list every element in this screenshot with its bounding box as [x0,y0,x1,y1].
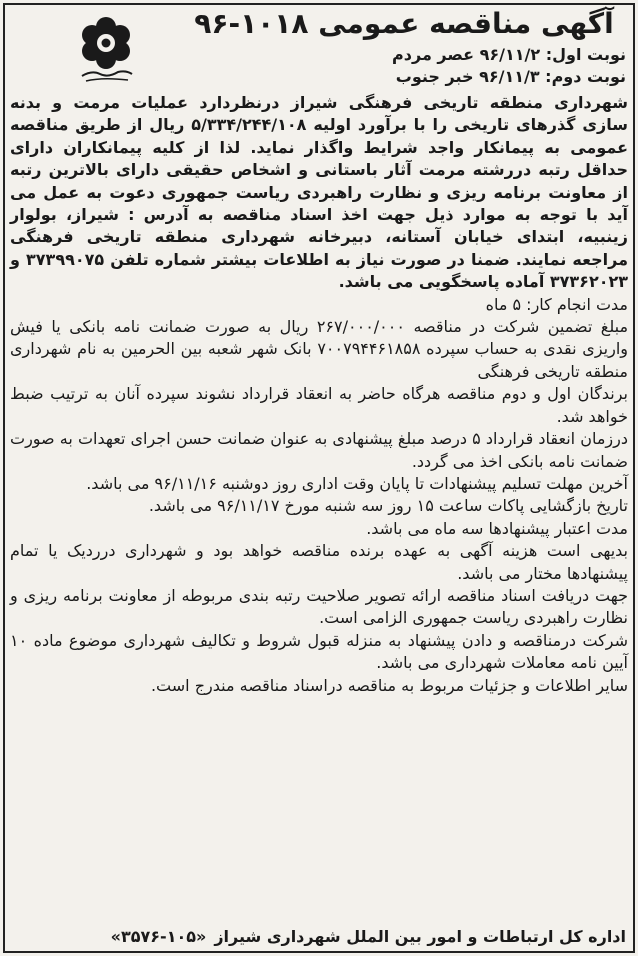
second-publication-line: نوبت دوم: ۹۶/۱۱/۳ خبر جنوب [395,67,626,86]
shiraz-municipality-logo-icon [62,10,150,86]
first-publication-line: نوبت اول: ۹۶/۱۱/۲ عصر مردم [392,45,626,64]
guarantee-paragraph: مبلغ تضمین شرکت در مناقصه ۲۶۷/۰۰۰/۰۰۰ ریال به صورت ضمانت نامه بانکی یا فیش واریزی نقدی به حساب سپرده ۷۰۰۷۹۴۴۶۱۸۵۸ بانک شهر شعبه بین الحرمین به نام شهرداری منطقه تاریخی فرهنگی [10,317,629,381]
performance-guarantee-paragraph: درزمان انعقاد قرارداد ۵ درصد مبلغ پیشنهادی به عنوان ضمانت حسن اجرای تعهدات به صورت ضمانت نامه بانکی اخذ می گردد. [10,429,628,471]
documents-requirement-paragraph: جهت دریافت اسناد مناقصه ارائه تصویر صلاحیت رتبه بندی مربوطه از معاونت برنامه ریزی و نظارت راهبردی ریاست جمهوری الزامی است. [10,585,628,628]
issuer-name: اداره کل ارتباطات و امور بین الملل شهرداری شیراز [214,927,626,946]
notice-body [10,92,628,697]
notice-code: «۱۰۵-۳۵۷۶» [110,927,207,946]
notice-title: آگهی مناقصه عمومی ۱۰۱۸-۹۶ [194,7,614,40]
opening-date-paragraph: تاریخ بازگشایی پاکات ساعت ۱۵ روز سه شنبه مورخ ۹۶/۱۱/۱۷ می باشد. [148,496,628,516]
other-info-paragraph: سایر اطلاعات و جزئیات مربوط به مناقصه دراسناد مناقصه مندرج است. [150,675,628,695]
winners-paragraph: برندگان اول و دوم مناقصه هرگاه حاضر به انعقاد قرارداد نشوند سپرده آنان به ترتیب ضبط خواهد شد. [10,384,628,426]
ad-cost-paragraph: بدیهی است هزینه آگهی به عهده برنده مناقصه خواهد بود و شهرداری درردیک یا تمام پیشنهادها مختار می باشد. [10,541,628,583]
validity-paragraph: مدت اعتبار پیشنهادها سه ماه می باشد. [366,518,628,538]
participation-paragraph: شرکت درمناقصه و دادن پیشنهاد به منزله قبول شروط و تکالیف شهرداری موضوع ماده ۱۰ آیین نامه معاملات شهرداری می باشد. [10,630,628,673]
notice-footer [12,926,626,948]
deadline-paragraph: آخرین مهلت تسلیم پیشنهادات تا پایان وقت اداری روز دوشنبه ۹۶/۱۱/۱۶ می باشد. [86,473,628,493]
intro-paragraph: شهرداری منطقه تاریخی فرهنگی شیراز درنظردارد عملیات مرمت و بدنه سازی گذرهای تاریخی را با برآورد اولیه ۵/۳۳۴/۲۴۴/۱۰۸ ریال از طریق مناقصه عمومی به پیمانکار واجد شرایط واگذار نماید. لذا از کلیه پیمانکاران دارای حداقل رتبه دررشته مرمت آثار باستانی و اشخاص حقیقی دارای بالاترین رتبه از معاونت برنامه ریزی و نظارت راهبردی ریاست جمهوری دعوت به عمل می آید با توجه به موارد ذیل جهت اخذ اسناد مناقصه به آدرس : شیراز، بولوار زینبیه، ابتدای خیابان آستانه، دبیرخانه شهرداری منطقه تاریخی فرهنگی مراجعه نمایند. ضمنا در صورت نیاز به اطلاعات بیشتر شماره تلفن ۳۷۳۹۹۰۷۵ و ۳۷۳۶۲۰۲۳ آماده پاسخگویی می باشد. [10,93,629,292]
duration-line: مدت انجام کار: ۵ ماه [485,294,628,314]
